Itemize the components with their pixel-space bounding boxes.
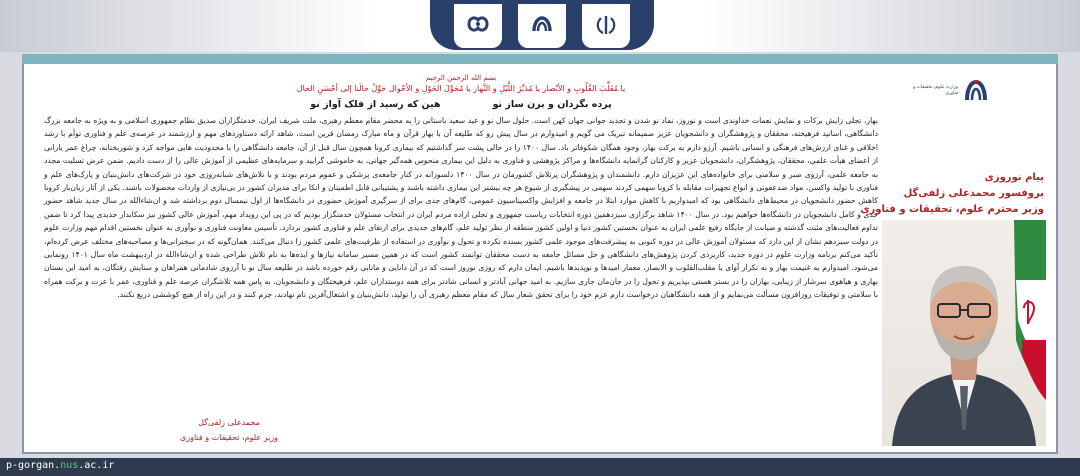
sender-panel: [860, 70, 1050, 448]
domain-highlight: nus: [60, 460, 79, 471]
message-heading: [860, 170, 1044, 218]
university-emblem-icon: [529, 14, 555, 36]
signature-block: [180, 418, 278, 442]
message-text-column: [40, 70, 882, 450]
verse-right: پرده بگردان و بزن ساز نو: [492, 99, 612, 110]
minister-portrait-photo: [882, 220, 1046, 446]
message-body: بهار، تجلی زایش برکات و نمایش نعمات خداوندی است و نوروز، نماد نو شدن و تجدید جوانی جهان کهن است. حلول سال نو و عید سعید باستانی را به محضر مقام معظم رهبری، ملت شریف ایران، خدمتگزاران صدیق نظام جمهوری اسلامی و به ویژه به جامعه بزرگ دانشگاهی، اساتید فرهیخته، محققان و پژوهشگران و دانشجویان عزیز صمیمانه تبریک می گویم و امیدوارم در سال پیش رو که طلیعه آن با بهار قرآن و ماه مبارک رمضان قرین است، شاهد ارائه دستاوردهای مهم و ارزشمند در عرصه‌ی علم و فناوری توأم با رشد اخلاقی و غنای ارزش‌های فرهنگی و انسانی باشیم. آرزو دارم به برکت بهار، وجود همگان شکوفاتر باد. سال ۱۴۰۰ را در حالی پشت سر گذاشتیم که بیماری کرونا همچون سال قبل از آن، جامعه دانشگاهی را با محدودیت هایی مواجه کرد و شوربختانه، چراغ عمر یارانی از اعضای هیأت علمی، محققان، پژوهشگران، دانشجویان عزیز و کارکنان گرانمایه دانشگاه‌ها و مراکز پژوهشی و فناوری به دلیل این بیماری منحوس همه‌گیر جهانی، به خاموشی گرایید و سرمایه‌های عظیمی از آموزش عالی را از دست دادیم. ضمن عرض تسلیت مجدد به جامعه علمی، آرزوی صبر و سلامتی برای خانواده‌های این عزیزان دارم. دانشمندان و پژوهشگران پرتلاش کشورمان در سال ۱۴۰۰ دلسوزانه در کنار جامعه‌ی پزشکی و عموم مردم بودند و با تلاش‌های شبانه‌روزی خود در شرکت‌های دانش‌بنیان و پارک‌های علم و فناوری با تولید واکسن، مواد ضدعفونی و انواع تجهیزات مقابله با کرونا سهمی کردند سهمی در پیشگیری از شیوع هر چه بیشتر این بیماری داشته باشند و پشتیبانی قابل اطمینان و اتکا برای مدیران کشور در بی‌نیازی از واردات محصولات باشند. یکی از آثار زیان‌بار کرونا کاهش حضور دانشجویان در محیط‌های دانشگاهی بود که امیدواریم با کاهش موارد ابتلا در جامعه و افزایش واکسیناسیون عمومی، گام‌های جدی برای از سرگیری آموزش حضوری در دانشگاه‌ها از اول نیمسال دوم برداشته شد و ان‌شاءالله در سال جدید شاهد حضور جدی و کامل دانشجویان در دانشگاه‌ها خواهیم بود. در سال ۱۴۰۰ شاهد برگزاری سیزدهمین دوره انتخابات ریاست جمهوری و تجلی اراده مردم ایران در انتخاب مسئولان خدمتگزار بودیم که در پی این رویداد مهم، آموزش عالی کشور نیز سکاندار جدیدی پیدا کرد تا ضمن تداوم فعالیت‌های مثبت گذشته و صیانت از جایگاه رفیع علمی ایران به عنوان نخستین کشور دنیا و اولین کشور منطقه از نظر تولید علم، گام‌های جدیدی برای ارتقای علم و فناوری کشور بردارد. تأسیس معاونت فناوری و نوآوری به عنوان نخستین اقدام مهم وزارت علوم در دولت سیزدهم نشان از این دارد که مسئولان آموزش عالی در دوره کنونی به پیشرفت‌های موجود علمی کشور بسنده نکرده و تحول و نوآوری در استفاده از ظرفیت‌های علمی کشور را دنبال می‌کنند. همان‌گونه که در سخنرانی‌ها و مصاحبه‌های مختلف عرض کرده‌ام، تأکید می‌کنم برنامه وزارت علوم در دوره جدید، کاربردی کردن پژوهش‌های دانشگاهی و حل مسائل جامعه به دست محققان توانمند کشور است که در همین مسیر سامانه نیازها و ایده‌ها به نام تلاش طراحی شده و ان‌شاءالله در اردیبهشت ماه سال ۱۴۰۱ رونمایی می‌شود. امیدوارم به غنیمت بهار و به تکرار آوای یا مقلب‌القلوب و الابصار، معمار امیدها و نوپدیدها باشیم. ایمان دارم که روزی نوروز است که در آن دانایی و مانایی رقم خورده باشد در طلیعه سال نو با آرزوی شادمانی همراهان و ستایش رفتگان، به امید این بستان بهاری و هیاهوی سرشار از زیبایی، بهاران را در بستر هستی بپذیریم و تحول را در جان‌مان جاری سازیم. به امید جهانی آبادتر و انسانی شادتر برای همه دوستداران علم، فرهیختگان و دانشجویان. به پاس همه تلاشگران عرصه علم و فناوری، عمر با عزت و برکت همراه با سلامتی و توفیقات روزافزون مسألت می‌نمایم و از همه دانشگاهیان درخواست دارم عزم خود را برای تحقق شعار سال که مقام معظم رهبری آن را تولید، دانش‌بنیان و اشتغال‌آفرین نام نهادند، جزم کنند و در این راه از هیچ کوششی دریغ نکنند.: [44, 116, 879, 300]
message-card: [22, 54, 1058, 454]
opening-prayer: یا مُقَلِّبَ القُلُوبِ و الأبْصار یا مُدَبِّرَ اللَّیْلِ و النَّهار یا مُحَوِّلَ الحَوْلِ و الأحْوال حَوِّلْ حالَنا إلی أحْسَنِ الحال: [296, 84, 626, 93]
minister-portrait: [882, 220, 1046, 446]
signature-name: محمدعلی زلفی‌گل: [198, 418, 260, 427]
site-domain-link[interactable]: [6, 460, 114, 471]
heading-sender-name: پروفسور محمدعلی زلفی‌گل: [903, 188, 1044, 199]
footer-bar: [0, 458, 1080, 476]
ministry-caption: وزارت علوم، تحقیقات و فناوری: [913, 85, 958, 96]
signature-title: وزیر علوم، تحقیقات و فناوری: [180, 433, 279, 442]
hospital-logo[interactable]: [454, 4, 502, 48]
iran-logo[interactable]: [582, 4, 630, 48]
university-logo[interactable]: [518, 4, 566, 48]
bismillah: بسم الله الرحمن الرحیم: [425, 74, 497, 82]
heading-sender-title: وزیر محترم علوم، تحقیقات و فناوری: [860, 204, 1044, 215]
header-logo-bar: [430, 0, 654, 50]
heading-title: پیام نوروزی: [984, 172, 1044, 183]
iran-emblem-icon: [593, 14, 619, 36]
poem-verse: [40, 99, 882, 110]
ministry-of-science-logo-icon: [962, 78, 990, 104]
hospital-emblem-icon: [465, 14, 491, 36]
domain-suffix: .ac.ir: [78, 460, 115, 471]
ministry-logo: [912, 78, 990, 104]
verse-left: هین که رسید از فلک آواز نو: [310, 99, 441, 110]
domain-prefix: p-gorgan.: [6, 460, 61, 471]
